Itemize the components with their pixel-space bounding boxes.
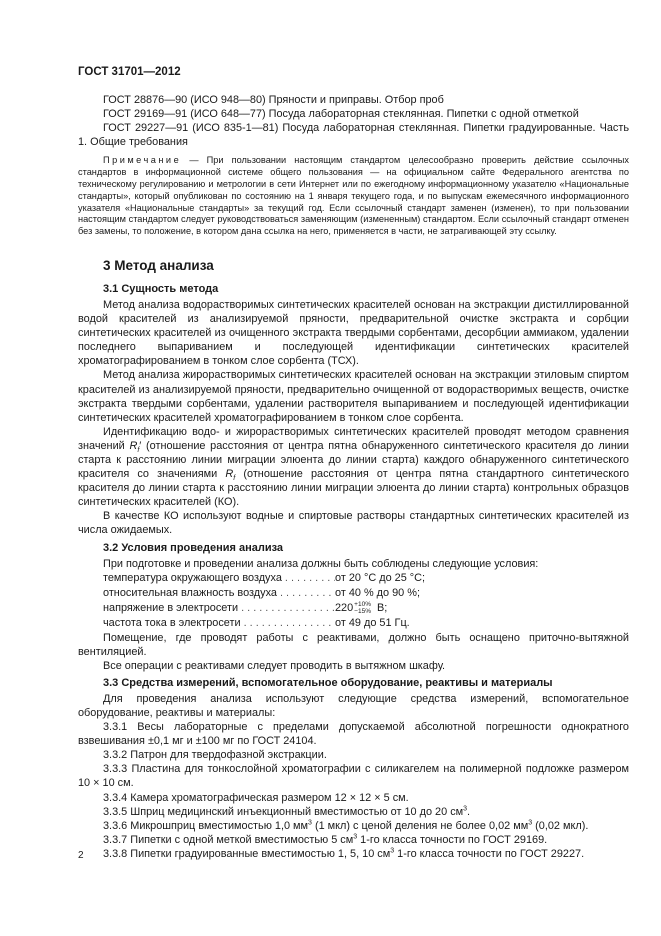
text: 3.3.8 Пипетки градуированные вместимостью 1, 5, 10 см bbox=[103, 847, 391, 860]
list-item bbox=[78, 805, 629, 819]
condition-value: от 20 °С до 25 °С; bbox=[335, 571, 426, 584]
condition-row bbox=[103, 616, 629, 631]
text: 1-го класса точности по ГОСТ 29169. bbox=[357, 833, 548, 846]
text: (1 мкл) с ценой деления не более 0,02 мм bbox=[311, 819, 529, 832]
condition-value bbox=[335, 601, 387, 616]
reference-item: ГОСТ 28876—90 (ИСО 948—80) Пряности и приправы. Отбор проб bbox=[103, 94, 444, 106]
superscript: 3 bbox=[308, 819, 312, 827]
document-page bbox=[78, 66, 629, 861]
condition-row bbox=[103, 586, 629, 601]
section-3-2-heading: 3.2 Условия проведения анализа bbox=[103, 541, 284, 554]
text: (отношение расстояния от центра пятна обнаруженного синтетического красителя до линии старта к расстоянию линии миграции элюента до линии старта) каждого обнаруженного синтетического красителя со значениями bbox=[78, 439, 629, 481]
superscript: 3 bbox=[528, 819, 533, 827]
rf-symbol: R bbox=[129, 439, 138, 452]
condition-label: напряжение в электросети . . . bbox=[103, 601, 335, 616]
paragraph: В качестве КО используют водные и спиртовые растворы стандартных синтетических красителей из числа ожидаемых. bbox=[78, 510, 629, 537]
note-label: Примечание bbox=[103, 155, 182, 166]
text: . bbox=[467, 805, 471, 818]
superscript: 3 bbox=[463, 805, 468, 813]
list-item: 3.3.3 Пластина для тонкослойной хроматографии с силикагелем на полимерной подложке размером 10 × 10 см. bbox=[78, 763, 629, 790]
list-item bbox=[78, 819, 629, 833]
condition-value: от 49 до 51 Гц. bbox=[335, 616, 410, 629]
paragraph bbox=[78, 425, 629, 510]
list-item: 3.3.2 Патрон для твердофазной экстракции. bbox=[103, 749, 327, 762]
rf-subscript: f bbox=[137, 447, 140, 455]
list-item bbox=[78, 833, 629, 847]
condition-row bbox=[103, 601, 629, 616]
tolerance-plus: +10% bbox=[354, 600, 371, 608]
section-3-3-heading: 3.3 Средства измерений, вспомогательное оборудование, реактивы и материалы bbox=[103, 676, 553, 689]
page-number: 2 bbox=[78, 850, 84, 861]
paragraph: Помещение, где проводят работы с реактивами, должно быть оснащено приточно-вытяжной вентиляцией. bbox=[78, 631, 629, 658]
reference-item: ГОСТ 29227—91 (ИСО 835-1—81) Посуда лабораторная стеклянная. Пипетки градуированные. Часть 1. Общие требования bbox=[78, 122, 629, 149]
condition-label: частота тока в электросети . . . bbox=[103, 616, 335, 631]
text: 1-го класса точности по ГОСТ 29227. bbox=[394, 847, 585, 860]
superscript: 3 bbox=[390, 847, 395, 855]
text: (0,02 мкл). bbox=[532, 819, 589, 832]
condition-value: от 40 % до 90 %; bbox=[335, 586, 420, 599]
condition-label: относительная влажность воздуха . . . bbox=[103, 586, 335, 601]
reference-item: ГОСТ 29169—91 (ИСО 648—77) Посуда лабораторная стеклянная. Пипетки с одной отметкой bbox=[103, 108, 579, 121]
paragraph: Метод анализа жирорастворимых синтетических красителей основан на экстракции этиловым спиртом красителей из анализируемой пряности, предварительно очищенной от водорастворимых веществ, очистке экстракта твердыми сорбентами, удалении растворителя выпариванием и последующей идентификации синтетических красителей хроматографированием в тонком слое сорбента. bbox=[78, 369, 629, 424]
document-header: ГОСТ 31701—2012 bbox=[78, 66, 181, 78]
section-3-1-heading: 3.1 Сущность метода bbox=[103, 282, 219, 295]
prime: ′ bbox=[139, 439, 142, 452]
list-item bbox=[78, 847, 629, 861]
text: 3.3.5 Шприц медицинский инъекционный вместимостью от 10 до 20 см bbox=[103, 805, 464, 818]
tolerance-minus: −15% bbox=[354, 607, 371, 615]
paragraph: Все операции с реактивами следует проводить в вытяжном шкафу. bbox=[103, 659, 446, 672]
list-item: 3.3.4 Камера хроматографическая размером 12 × 12 × 5 см. bbox=[103, 791, 409, 804]
text: (отношение расстояния от центра пятна стандартного синтетического красителя до линии старта к расстоянию линии миграции элюента до линии старта) контрольных образцов синтетических красителей (КО). bbox=[78, 468, 629, 509]
text: 3.3.7 Пипетки с одной меткой вместимостью 5 см bbox=[103, 833, 354, 846]
rf-subscript: f bbox=[233, 475, 236, 483]
note-text: — При пользовании настоящим стандартом целесообразно проверить действие ссылочных стандартов в информационной системе общего пользования — на официальном сайте Федерального агентства по техническому регулированию и метрологии в сети Интернет или по ежегодному информационному указателю «Национальные стандарты», который опубликован по состоянию на 1 января текущего года, и по выпускам ежемесячного информационного указателя «Национальные стандарты» за текущий год. Если ссылочный стандарт заменен (изменен), то при пользовании настоящим стандартом следует руководствоваться заменяющим (измененным) стандартом. Если ссылочный стандарт отменен без замены, то положение, в котором дана ссылка на него, применяется в части, не затрагивающей эту ссылку. bbox=[78, 155, 629, 237]
list-item: 3.3.1 Весы лабораторные с пределами допускаемой абсолютной погрешности однократного взвешивания ±0,1 мг и ±100 мг по ГОСТ 24104. bbox=[78, 721, 629, 748]
rf-symbol: R bbox=[225, 468, 234, 481]
paragraph: При подготовке и проведении анализа должны быть соблюдены следующие условия: bbox=[103, 557, 539, 570]
unit: В; bbox=[373, 601, 388, 614]
paragraph: Метод анализа водорастворимых синтетических красителей основан на экстракции дистиллированной водой красителей из анализируемой пряности, предварительной очистке экстракта и сорбции синтетических красителей из очищенного экстракта твердыми сорбентами, десорбции аммиаком, удалении последнего выпариванием и последующей идентификации синтетических красителей хроматографированием в тонком слое сорбента (ТСХ). bbox=[78, 298, 629, 368]
condition-label: температура окружающего воздуха . . . bbox=[103, 571, 335, 586]
text: Идентификацию водо- и жирорастворимых синтетических красителей проводят методом сравнения значений bbox=[78, 425, 629, 452]
text: 3.3.6 Микрошприц вместимостью 1,0 мм bbox=[103, 819, 309, 832]
superscript: 3 bbox=[353, 833, 358, 841]
section-3-heading: 3 Метод анализа bbox=[103, 257, 214, 273]
condition-row bbox=[103, 571, 629, 586]
paragraph: Для проведения анализа используют следующие средства измерений, вспомогательное оборудование, реактивы и материалы: bbox=[78, 692, 629, 720]
voltage: 220 bbox=[335, 601, 354, 614]
note bbox=[78, 155, 629, 238]
